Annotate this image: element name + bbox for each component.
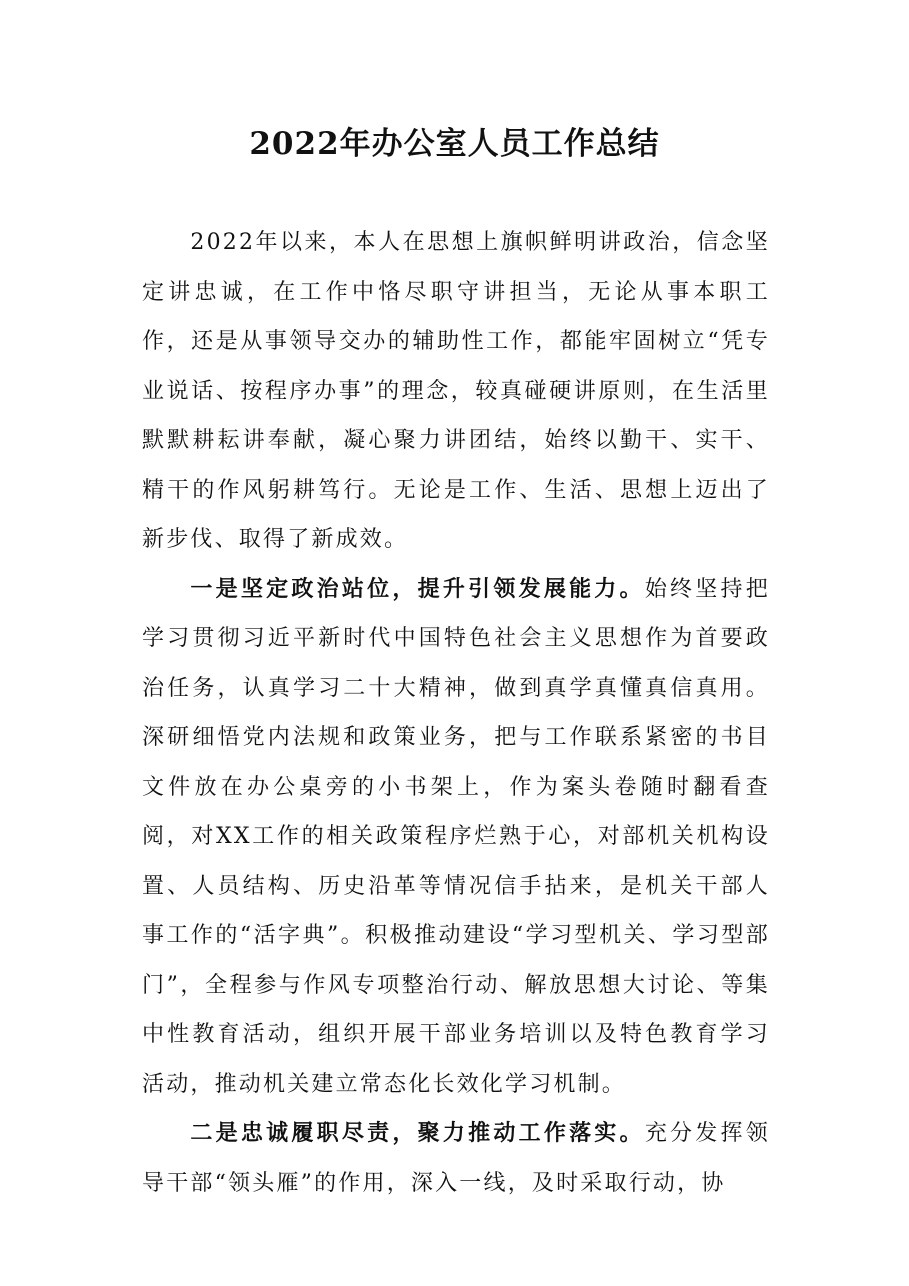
- paragraph-political-position: [142, 565, 770, 1110]
- paragraph-lead: 一是坚定政治站位，提升引领发展能力。: [190, 575, 645, 602]
- paragraph-text: 充分发挥领导干部“领头雁”的作用，深入一线，及时采取行动，协: [142, 1121, 770, 1196]
- paragraph-text: 始终坚持把学习贯彻习近平新时代中国特色社会主义思想作为首要政治任务，认真学习二十大精神，做到真学真懂真信真用。深研细悟党内法规和政策业务，把与工作联系紧密的书目文件放在办公桌旁的小书架上，作为案头卷随时翻看查阅，对XX工作的相关政策程序烂熟于心，对部机关机构设置、人员结构、历史沿革等情况信手拈来，是机关干部人事工作的“活字典”。积极推动建设“学习型机关、学习型部门”，全程参与作风专项整治行动、解放思想大讨论、等集中性教育活动，组织开展干部业务培训以及特色教育学习活动，推动机关建立常态化长效化学习机制。: [142, 576, 770, 1097]
- paragraph-duty-fulfillment: [142, 1109, 770, 1208]
- paragraph-text: 2022年以来，本人在思想上旗帜鲜明讲政治，信念坚定讲忠诚，在工作中恪尽职守讲担当，无论从事本职工作，还是从事领导交办的辅助性工作，都能牢固树立“凭专业说话、按程序办事”的理念，较真碰硬讲原则，在生活里默默耕耘讲奉献，凝心聚力讲团结，始终以勤干、实干、精干的作风躬耕笃行。无论是工作、生活、思想上迈出了新步伐、取得了新成效。: [142, 230, 770, 552]
- paragraph-lead: 二是忠诚履职尽责，聚力推动工作落实。: [190, 1120, 645, 1146]
- document-body: [142, 218, 770, 1208]
- document-title: 2022年办公室人员工作总结: [249, 126, 660, 162]
- paragraph-intro: [142, 218, 770, 565]
